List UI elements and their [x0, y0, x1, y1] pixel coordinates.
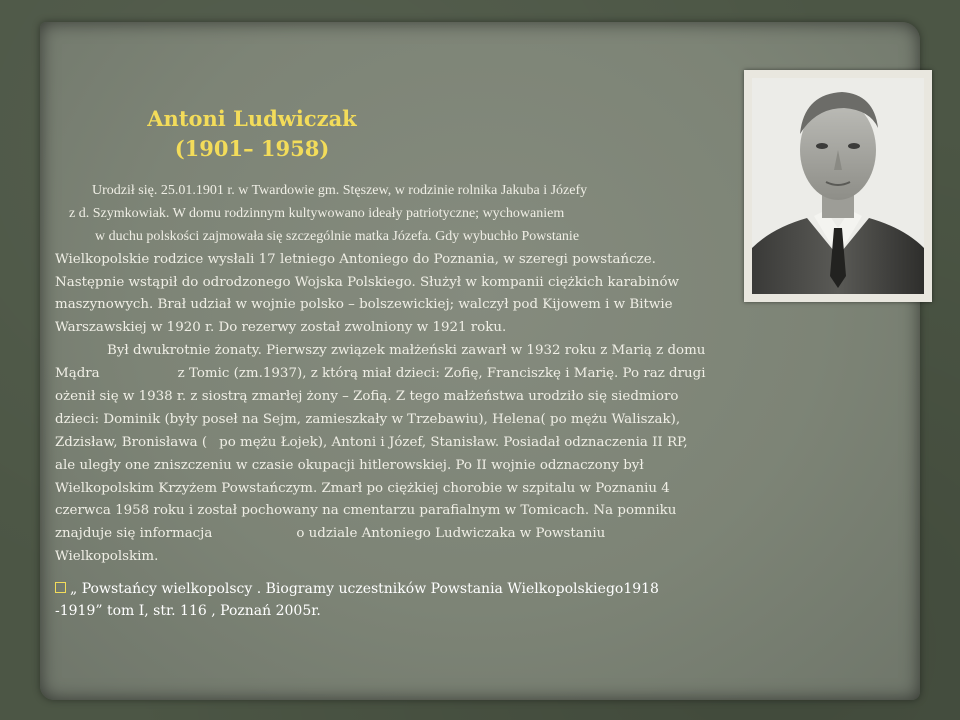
portrait-illustration: [752, 78, 924, 294]
bio-line: [55, 226, 685, 249]
portrait-image: [752, 78, 924, 294]
portrait-photo: [744, 70, 932, 302]
citation-text: „ Powstańcy wielkopolscy . Biogramy uczestników Powstania Wielkopolskiego1918: [70, 581, 659, 597]
bio-line: [55, 363, 706, 386]
bio-line: Wielkopolskim Krzyżem Powstańczym. Zmarł po ciężkiej chorobie w szpitalu w Poznaniu 4: [55, 480, 670, 496]
bio-line: czerwca 1958 roku i został pochowany na cmentarzu parafialnym w Tomicach. Na pomniku: [55, 503, 677, 519]
bio-line: ale uległy one zniszczeniu w czasie okupacji hitlerowskiej. Po II wojnie odznaczony był: [55, 457, 644, 473]
bio-line: Urodził się. 25.01.1901 r. w Twardowie gm. Stęszew, w rodzinie rolnika Jakuba i Józefy: [92, 183, 588, 198]
source-citation: [55, 578, 695, 622]
bio-line: z d. Szymkowiak. W domu rodzinnym kultywowano ideały patriotyczne; wychowaniem: [69, 205, 565, 221]
bio-line-part: znajduje się informacja: [55, 526, 213, 542]
bio-line: [55, 432, 688, 455]
bio-line-part: Gdy wybuchło Powstanie: [435, 228, 580, 244]
bio-line: [55, 523, 685, 546]
bio-line: Warszawskiej w 1920 r. Do rezerwy został zwolniony w 1921 roku.: [55, 320, 507, 336]
bio-line: maszynowych. Brał udział w wojnie polsko – bolszewickiej; walczył pod Kijowem i w Bitwie: [55, 297, 673, 313]
bio-line: dzieci: Dominik (były poseł na Sejm, zamieszkały w Trzebawiu), Helena( po mężu Waliszak),: [55, 411, 681, 427]
bio-line-part: Mądra: [55, 366, 100, 382]
bio-line-part: Zdzisław, Bronisława (: [55, 434, 208, 450]
citation-line: [55, 578, 695, 600]
bio-line: Był dwukrotnie żonaty. Pierwszy związek małżeński zawarł w 1932 roku z Marią z domu: [107, 343, 706, 359]
bio-line-part: po mężu Łojek), Antoni i Józef, Stanisław. Posiadał odznaczenia II RP,: [219, 434, 688, 450]
bio-line: Następnie wstąpił do odrodzonego Wojska Polskiego. Służył w kompanii ciężkich karabinów: [55, 274, 679, 290]
slide-title: [146, 104, 358, 164]
bio-line-part: o udziale Antoniego Ludwiczaka w Powstaniu: [296, 526, 606, 542]
bio-line-part: w duchu polskości zajmowała się szczególnie matka Józefa.: [95, 228, 432, 244]
bio-line: ożenił się w 1938 r. z siostrą zmarłej żony – Zofią. Z tego małżeństwa urodziło się siedmioro: [55, 389, 679, 405]
checkbox-bullet-icon: [55, 582, 66, 593]
bio-line: Wielkopolskim.: [55, 549, 159, 565]
bio-line: Wielkopolskie rodzice wysłali 17 letniego Antoniego do Poznania, w szeregi powstańcze.: [55, 251, 656, 267]
citation-line: -1919” tom I, str. 116 , Poznań 2005r.: [55, 603, 321, 619]
bio-line-part: z Tomic (zm.1937), z którą miał dzieci: Zofię, Franciszkę i Marię. Po raz drugi: [177, 366, 706, 382]
person-name: Antoni Ludwiczak: [147, 106, 357, 131]
biography-text: [55, 180, 706, 569]
life-dates: (1901– 1958): [174, 136, 330, 161]
